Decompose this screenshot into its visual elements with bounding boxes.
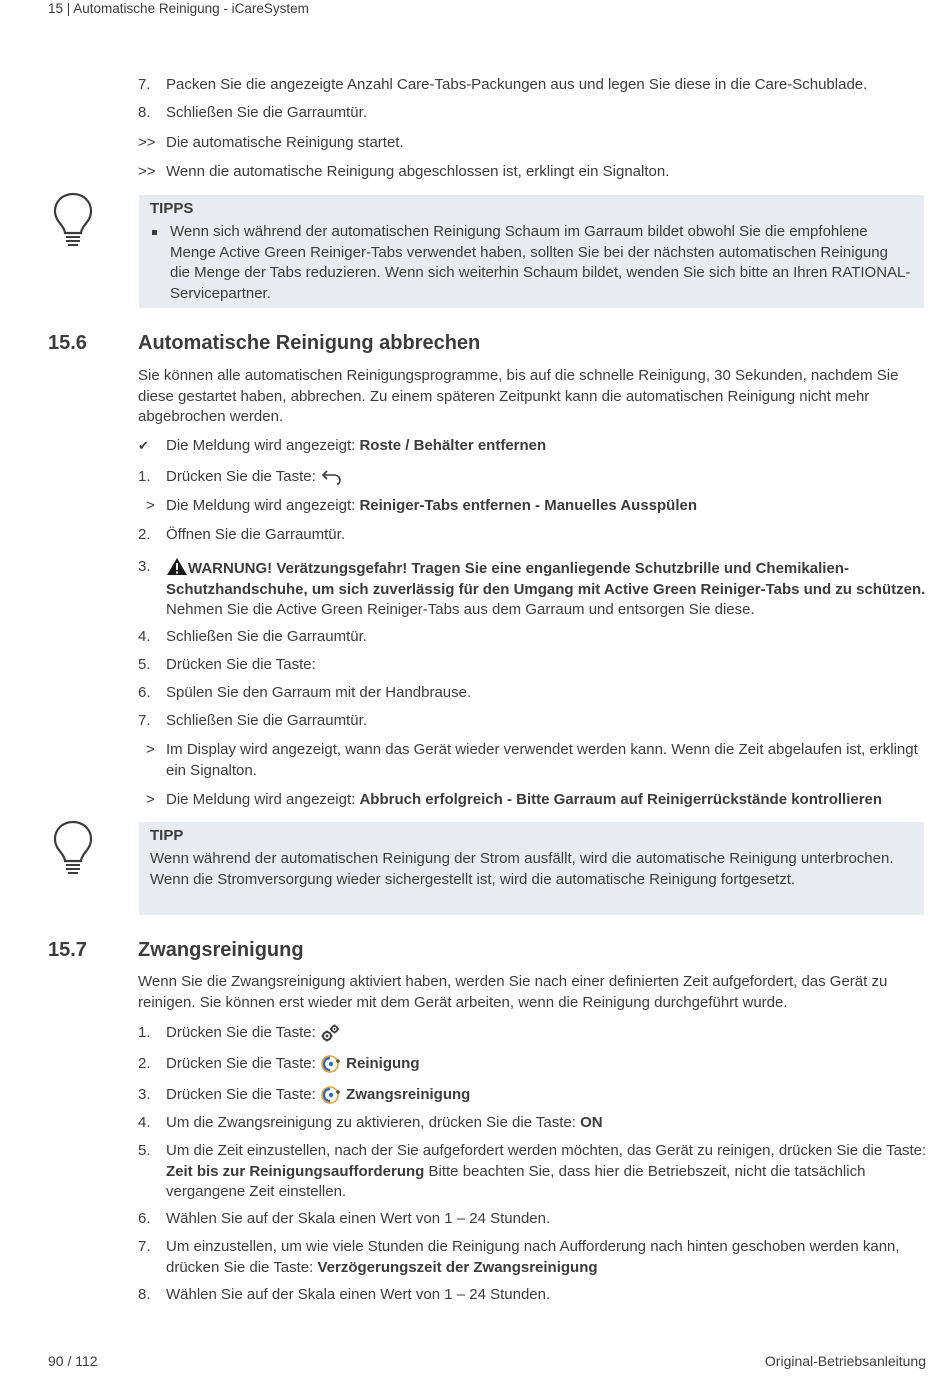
bullet-square-icon: [152, 230, 157, 235]
section-title: Automatische Reinigung abbrechen: [138, 332, 481, 354]
tip-bullet: [150, 222, 912, 304]
step-text: Um einzustellen, um wie viele Stunden die Reinigung nach Aufforderung nach hinten geschoben werden kann, drücken Sie die Taste:: [166, 1238, 900, 1276]
list-item: [138, 627, 928, 648]
step-text: Drücken Sie die Taste:: [166, 1086, 320, 1103]
result-marker: >: [146, 741, 155, 758]
cleaning-icon: [320, 1054, 342, 1074]
tip-title: TIPPS: [150, 200, 194, 217]
list-item: [138, 103, 928, 124]
list-item: [138, 740, 928, 781]
step-text: Spülen Sie den Garraum mit der Handbrause.: [166, 684, 472, 701]
lightbulb-icon: [52, 192, 94, 246]
result-message: Abbruch erfolgreich - Bitte Garraum auf Reinigerrückstände kontrollieren: [359, 791, 883, 808]
step-number: 3.: [138, 558, 151, 575]
step-text: Um die Zwangsreinigung zu aktivieren, drücken Sie die Taste:: [166, 1114, 581, 1131]
list-item: [138, 1285, 928, 1306]
tip-box: [139, 822, 924, 915]
result-text: Die Meldung wird angezeigt:: [166, 497, 360, 514]
checkmark-icon: ✔: [138, 438, 149, 453]
step-text: Drücken Sie die Taste:: [166, 1024, 320, 1041]
list-item: [138, 162, 928, 183]
list-item: [138, 75, 928, 96]
button-label: ON: [580, 1114, 603, 1131]
button-label: Verzögerungszeit der Zwangsreinigung: [317, 1258, 598, 1276]
list-item: [138, 683, 928, 704]
button-label: Reinigung: [346, 1055, 420, 1072]
tip-title: TIPP: [150, 827, 184, 844]
tip-body: Wenn während der automatischen Reinigung der Strom ausfällt, wird die automatische Reinigung unterbrochen. Wenn die Stromversorgung wieder sichergestellt ist, wird die automatische Reinigung fortgesetzt.: [150, 850, 894, 888]
precondition: [138, 436, 928, 457]
result-text: Im Display wird angezeigt, wann das Gerät wieder verwendet werden kann. Wenn die Zeit abgelaufen ist, erklingt ein Signalton.: [166, 741, 918, 779]
step-text: Drücken Sie die Taste:: [166, 656, 316, 673]
step-text: Drücken Sie die Taste:: [166, 468, 316, 485]
step-text: Wählen Sie auf der Skala einen Wert von 1 – 24 Stunden.: [166, 1286, 551, 1303]
step-text: Nehmen Sie die Active Green Reiniger-Tabs aus dem Garraum und entsorgen Sie diese.: [166, 601, 755, 618]
precondition-message: Roste / Behälter entfernen: [359, 437, 547, 454]
settings-gears-icon: [320, 1024, 340, 1042]
section-intro: Sie können alle automatischen Reinigungsprogramme, bis auf die schnelle Reinigung, 30 Sekunden, nachdem Sie diese gestartet haben, abbrechen. Zu einem späteren Zeitpunkt kann die automatischen Reinigung nicht mehr abgebrochen werden.: [138, 367, 899, 425]
list-item: [138, 655, 928, 676]
list-item: [138, 525, 928, 546]
list-item: [138, 1209, 928, 1230]
list-item: [138, 557, 928, 621]
section-number: 15.7: [48, 939, 87, 961]
step-number: 6.: [138, 1210, 151, 1227]
step-number: 4.: [138, 1114, 151, 1131]
result-text: Die Meldung wird angezeigt:: [166, 791, 360, 808]
warning-text-line1: WARNUNG! Verätzungsgefahr! Tragen Sie eine enganliegende Schutzbrille und Chemikalien-: [188, 560, 849, 577]
step-number: 8.: [138, 1286, 151, 1303]
precondition-text: Die Meldung wird angezeigt:: [166, 437, 360, 454]
step-number: 4.: [138, 628, 151, 645]
result-marker: >>: [138, 134, 156, 151]
result-message: Reiniger-Tabs entfernen - Manuelles Ausspülen: [359, 497, 698, 514]
list-item: [138, 711, 928, 732]
tip-bullet-text: Wenn sich während der automatischen Reinigung Schaum im Garraum bildet obwohl Sie die empfohlene Menge Active Green Reiniger-Tabs verwendet haben, sollten Sie bei der nächsten automatischen Reinigung die Menge der Tabs reduzieren. Wenn sich weiterhin Schaum bildet, wenden Sie sich bitte an Ihren RATIONAL-Servicepartner.: [170, 223, 911, 302]
step-text: Um die Zeit einzustellen, nach der Sie aufgefordert werden möchten, das Gerät zu reinigen, drücken Sie die Taste:: [166, 1142, 927, 1159]
list-item: [138, 1023, 928, 1044]
step-number: 5.: [138, 656, 151, 673]
list-item: [138, 1085, 928, 1106]
page-header: 15 | Automatische Reinigung - iCareSystem: [48, 1, 309, 16]
section-title: Zwangsreinigung: [138, 939, 304, 961]
list-item: [138, 1054, 928, 1075]
step-number: 3.: [138, 1086, 151, 1103]
list-item: [138, 1113, 928, 1134]
warning-text-line2: Schutzhandschuhe, um sich zuverlässig für den Umgang mit Active Green Reiniger-Tabs und zu schützen.: [166, 580, 926, 598]
page-number: 90 / 112: [48, 1353, 98, 1369]
button-label: Zeit bis zur Reinigungsaufforderung: [166, 1162, 425, 1180]
step-note: Bitte beachten Sie, dass hier die Betriebszeit, nicht die tatsächlich vergangene Zeit einstellen.: [166, 1162, 866, 1200]
step-text: Schließen Sie die Garraumtür.: [166, 104, 367, 121]
step-text: Öffnen Sie die Garraumtür.: [166, 526, 345, 543]
lightbulb-icon: [52, 820, 94, 874]
result-marker: >: [146, 497, 155, 514]
tip-box: [139, 195, 924, 308]
document-title: Original-Betriebsanleitung: [764, 1353, 926, 1369]
step-text: Schließen Sie die Garraumtür.: [166, 628, 367, 645]
step-number: 7.: [138, 712, 151, 729]
step-number: 6.: [138, 684, 151, 701]
step-number: 7.: [138, 76, 151, 93]
step-text: Wählen Sie auf der Skala einen Wert von 1 – 24 Stunden.: [166, 1210, 551, 1227]
step-number: 2.: [138, 526, 151, 543]
step-number: 1.: [138, 468, 151, 485]
step-number: 8.: [138, 104, 151, 121]
section-number: 15.6: [48, 332, 87, 354]
result-marker: >>: [138, 163, 156, 180]
list-item: [138, 496, 928, 517]
step-text: Packen Sie die angezeigte Anzahl Care-Tabs-Packungen aus und legen Sie diese in die Care-Schublade.: [166, 76, 868, 93]
cleaning-icon: [320, 1085, 342, 1105]
button-label: Zwangsreinigung: [346, 1086, 471, 1103]
step-number: 2.: [138, 1055, 151, 1072]
step-text: Schließen Sie die Garraumtür.: [166, 712, 367, 729]
list-item: [138, 1237, 928, 1278]
list-item: [138, 133, 928, 154]
step-number: 7.: [138, 1238, 151, 1255]
step-number: 1.: [138, 1024, 151, 1041]
back-arrow-icon: [320, 468, 342, 486]
step-number: 5.: [138, 1142, 151, 1159]
warning-triangle-icon: [166, 557, 188, 576]
result-text: Wenn die automatische Reinigung abgeschlossen ist, erklingt ein Signalton.: [166, 163, 670, 180]
result-text: Die automatische Reinigung startet.: [166, 134, 404, 151]
list-item: [138, 790, 928, 811]
list-item: [138, 467, 928, 488]
list-item: [138, 1141, 928, 1203]
result-marker: >: [146, 791, 155, 808]
section-intro: Wenn Sie die Zwangsreinigung aktiviert haben, werden Sie nach einer definierten Zeit aufgefordert, das Gerät zu reinigen. Sie können erst wieder mit dem Gerät arbeiten, wenn die Reinigung durchgeführt wurde.: [138, 973, 888, 1011]
step-text: Drücken Sie die Taste:: [166, 1055, 320, 1072]
